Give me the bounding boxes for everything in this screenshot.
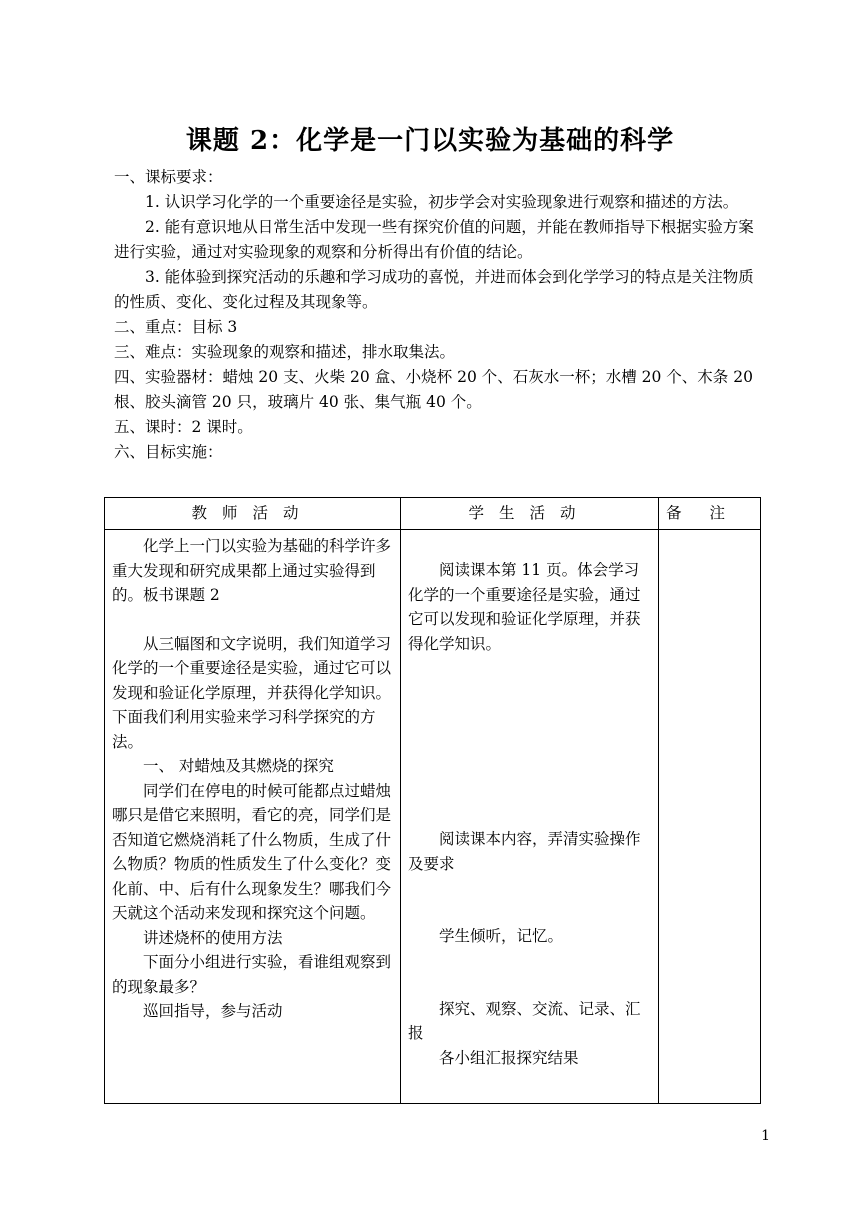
- activity-table: [104, 497, 761, 1104]
- standards-heading: 一、课标要求：: [114, 168, 223, 186]
- materials: 四、实验器材：蜡烛 20 支、火柴 20 盒、小烧杯 20 个、石灰水一杯；水槽 20 个、木条 20 根、胶头滴管 20 只，玻璃片 40 张、集气瓶 40 个。: [114, 368, 753, 411]
- student-para-2: 阅读课本内容，弄清实验操作及要求: [408, 830, 641, 873]
- standard-item-3: 3. 能体验到探究活动的乐趣和学习成功的喜悦，并进而体会到化学学习的特点是关注物质的性质、变化、变化过程及其现象等。: [114, 268, 754, 311]
- teacher-para-3: 同学们在停电的时候可能都点过蜡烛哪只是借它来照明，看它的亮，同学们是否知道它燃烧消耗了什么物质，生成了什么物质？物质的性质发生了什么变化？变化前、中、后有什么现象发生？哪我们今天就这个活动来发现和探究这个问题。: [112, 781, 392, 922]
- standard-item-1: 1. 认识学习化学的一个重要途径是实验，初步学会对实验现象进行观察和描述的方法。: [145, 193, 739, 211]
- teacher-para-4: 讲述烧杯的使用方法: [143, 928, 283, 947]
- page-title: 课题 2：化学是一门以实验为基础的科学: [185, 126, 675, 156]
- student-para-1: 阅读课本第 11 页。体会学习化学的一个重要途径是实验，通过它可以发现和验证化学原理，并获得化学知识。: [408, 561, 641, 653]
- header-student: 学生活动: [401, 498, 659, 530]
- lesson-body: [114, 165, 764, 465]
- teacher-para-5: 下面分小组进行实验，看谁组观察到的现象最多？: [112, 953, 392, 996]
- page-number: 1: [761, 1128, 770, 1144]
- student-para-4: 探究、观察、交流、记录、汇报: [408, 999, 641, 1042]
- student-para-5: 各小组汇报探究结果: [439, 1048, 579, 1067]
- teacher-para-2: 从三幅图和文字说明，我们知道学习化学的一个重要途径是实验，通过它可以发现和验证化学原理，并获得化学知识。下面我们利用实验来学习科学探究的方法。: [112, 634, 392, 751]
- teacher-para-6: 巡回指导，参与活动: [143, 1002, 283, 1020]
- teacher-section-heading: 一、 对蜡烛及其燃烧的探究: [143, 757, 334, 775]
- teacher-activity-cell: [105, 530, 401, 1104]
- implementation-heading: 六、目标实施：: [114, 443, 223, 461]
- key-point: 二、重点：目标 3: [114, 318, 238, 336]
- table-header-row: [105, 498, 761, 530]
- class-hours: 五、课时：2 课时。: [114, 418, 253, 436]
- standard-item-2: 2. 能有意识地从日常生活中发现一些有探究价值的问题，并能在教师指导下根据实验方案进行实验，通过对实验现象的观察和分析得出有价值的结论。: [114, 218, 754, 261]
- difficulty: 三、难点：实验现象的观察和描述，排水取集法。: [114, 343, 456, 361]
- header-teacher: 教师活动: [105, 498, 401, 530]
- student-activity-cell: [401, 530, 659, 1104]
- notes-cell: [659, 530, 761, 1104]
- header-notes: 备注: [659, 498, 761, 530]
- table-row: [105, 530, 761, 1104]
- student-para-3: 学生倾听，记忆。: [439, 927, 564, 945]
- teacher-para-1: 化学上一门以实验为基础的科学许多重大发现和研究成果都上通过实验得到的。板书课题 2: [112, 537, 392, 604]
